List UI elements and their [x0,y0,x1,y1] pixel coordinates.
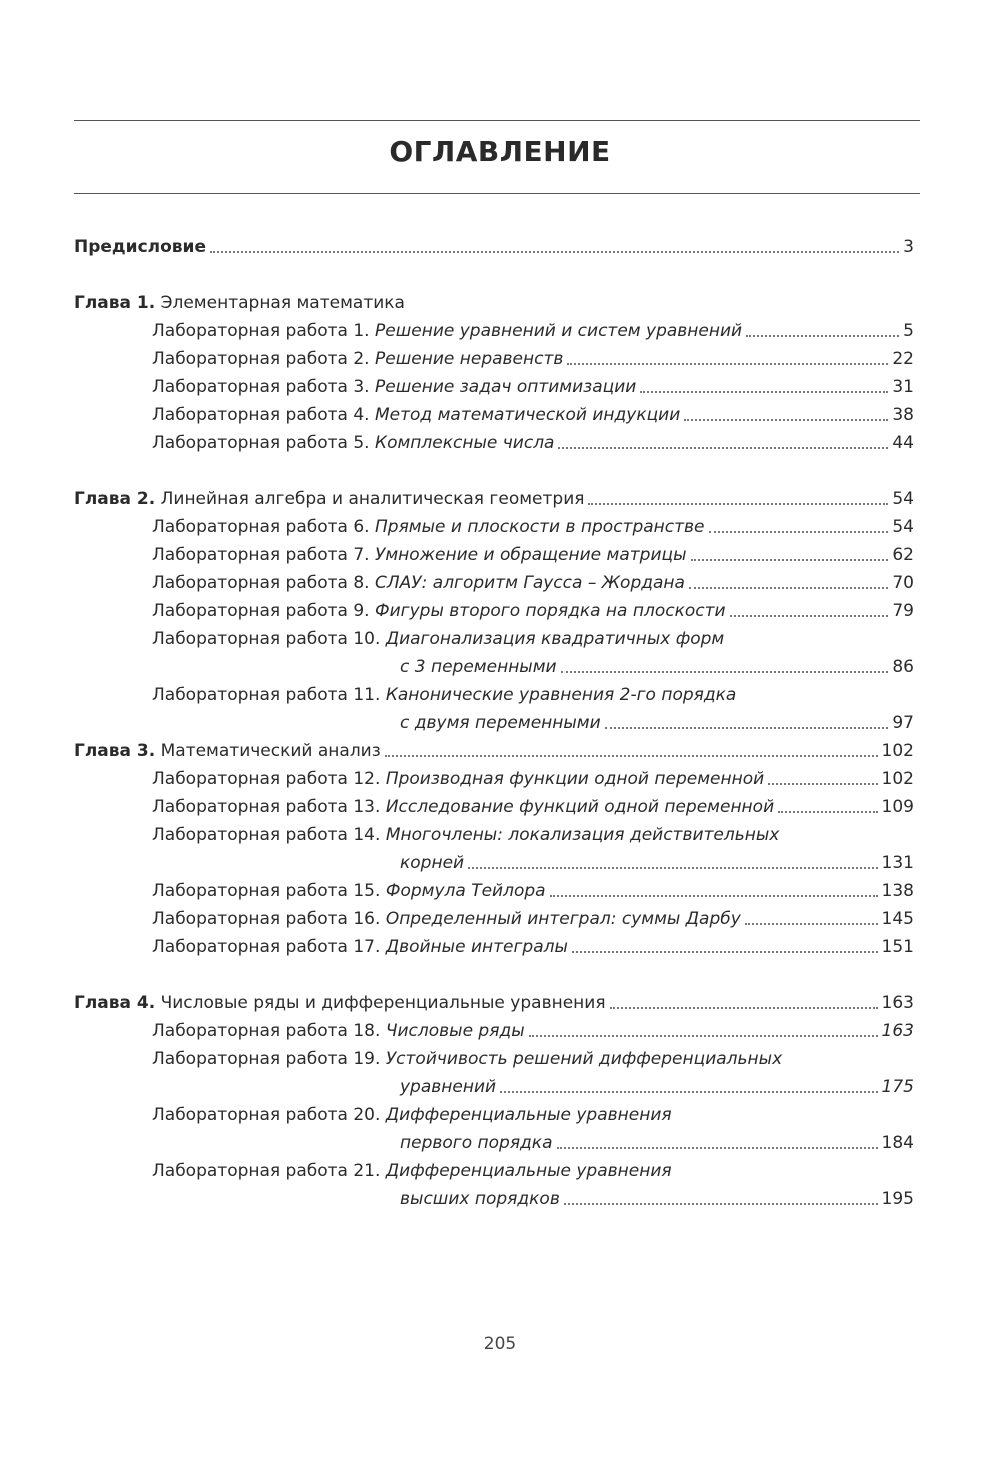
toc-lab-19-continued[interactable] [400,1072,914,1098]
page-title: ОГЛАВЛЕНИЕ [389,135,611,168]
dot-leader [210,251,899,253]
lab-label: Лабораторная работа 13. [152,797,381,817]
lab-title: Решение неравенств [375,349,564,369]
dot-leader [550,895,878,897]
dot-leader [768,783,877,785]
lab-title-continued: корней [400,853,465,873]
lab-label: Лабораторная работа 5. [152,433,370,453]
page-ref: 44 [892,433,914,453]
dot-leader [564,1203,878,1205]
lab-title: Числовые ряды [385,1021,525,1041]
toc-lab-13[interactable] [152,792,914,818]
page-ref: 22 [892,349,914,369]
dot-leader [468,867,877,869]
title-rule [74,193,920,194]
lab-title-continued: с двумя переменными [400,713,601,733]
dot-leader [746,335,899,337]
lab-title: Многочлены: локализация действительных [385,825,780,845]
page-ref: 62 [892,545,914,565]
lab-title: Решение уравнений и систем уравнений [375,321,743,341]
chapter-title: Линейная алгебра и аналитическая геометрия [160,489,585,509]
toc-lab-6[interactable] [152,512,914,538]
page-ref: 109 [881,797,914,817]
dot-leader [730,615,889,617]
page-ref: 3 [903,237,914,257]
top-rule [74,120,920,121]
lab-title: Метод математической индукции [375,405,681,425]
chapter-title: Числовые ряды и дифференциальные уравнения [160,993,606,1013]
page-ref: 184 [881,1133,914,1153]
chapter-number: Глава 4. [74,993,156,1013]
toc-lab-3[interactable] [152,372,914,398]
dot-leader [567,363,888,365]
lab-title: Дифференциальные уравнения [385,1161,672,1181]
lab-label: Лабораторная работа 21. [152,1161,381,1181]
toc-lab-1[interactable] [152,316,914,342]
toc-lab-5[interactable] [152,428,914,454]
toc-lab-8[interactable] [152,568,914,594]
toc-lab-4[interactable] [152,400,914,426]
page-ref: 145 [881,909,914,929]
chapter-title: Элементарная математика [160,293,405,313]
page-ref: 54 [892,517,914,537]
lab-label: Лабораторная работа 10. [152,629,381,649]
dot-leader [689,587,888,589]
lab-label: Лабораторная работа 1. [152,321,370,341]
page-ref: 5 [903,321,914,341]
dot-leader [588,503,888,505]
chapter-number: Глава 3. [74,741,156,761]
lab-label: Лабораторная работа 11. [152,685,381,705]
toc-lab-11-continued[interactable] [400,708,914,734]
dot-leader [561,671,889,673]
toc-lab-10[interactable] [152,624,914,650]
lab-title: Производная функции одной переменной [385,769,765,789]
toc-lab-7[interactable] [152,540,914,566]
lab-label: Лабораторная работа 6. [152,517,370,537]
page-ref: 102 [881,769,914,789]
toc-lab-9[interactable] [152,596,914,622]
lab-title: Исследование функций одной переменной [385,797,775,817]
lab-title: Дифференциальные уравнения [385,1105,672,1125]
toc-lab-19[interactable] [152,1044,914,1070]
chapter-number: Глава 1. [74,293,156,313]
lab-label: Лабораторная работа 9. [152,601,370,621]
toc-chapter-2[interactable] [74,484,914,510]
lab-title: Определенный интеграл: суммы Дарбу [385,909,741,929]
lab-title: Умножение и обращение матрицы [375,545,687,565]
lab-title: Двойные интегралы [385,937,568,957]
page-ref: 163 [881,993,914,1013]
dot-leader [610,1007,878,1009]
toc-lab-20-continued[interactable] [400,1128,914,1154]
page-ref: 131 [881,853,914,873]
lab-label: Лабораторная работа 19. [152,1049,381,1069]
toc-chapter-4[interactable] [74,988,914,1014]
toc-lab-11[interactable] [152,680,914,706]
toc-lab-20[interactable] [152,1100,914,1126]
dot-leader [691,559,889,561]
toc-lab-17[interactable] [152,932,914,958]
lab-title-continued: высших порядков [400,1189,560,1209]
page-ref: 102 [881,741,914,761]
lab-label: Лабораторная работа 18. [152,1021,381,1041]
dot-leader [640,391,888,393]
dot-leader [778,811,877,813]
toc-lab-18[interactable] [152,1016,914,1042]
lab-label: Лабораторная работа 16. [152,909,381,929]
page-ref: 31 [892,377,914,397]
page-number: 205 [483,1334,517,1354]
dot-leader [684,419,888,421]
page-ref: 54 [892,489,914,509]
lab-title-continued: первого порядка [400,1133,553,1153]
lab-title: Комплексные числа [375,433,555,453]
toc-lab-14-continued[interactable] [400,848,914,874]
lab-label: Лабораторная работа 12. [152,769,381,789]
page-ref: 86 [892,657,914,677]
lab-title: Решение задач оптимизации [375,377,637,397]
lab-title: Диагонализация квадратичных форм [385,629,725,649]
dot-leader [385,755,878,757]
toc-lab-21[interactable] [152,1156,914,1182]
dot-leader [605,727,889,729]
dot-leader [745,923,878,925]
page-ref: 79 [892,601,914,621]
dot-leader [529,1035,878,1037]
lab-label: Лабораторная работа 2. [152,349,370,369]
lab-title: Формула Тейлора [385,881,546,901]
page-ref: 38 [892,405,914,425]
lab-label: Лабораторная работа 3. [152,377,370,397]
lab-label: Лабораторная работа 15. [152,881,381,901]
chapter-number: Глава 2. [74,489,156,509]
dot-leader [572,951,878,953]
lab-label: Лабораторная работа 20. [152,1105,381,1125]
toc-entry-preface[interactable] [74,232,914,258]
page-ref: 195 [881,1189,914,1209]
dot-leader [558,447,888,449]
page-ref: 151 [881,937,914,957]
lab-label: Лабораторная работа 14. [152,825,381,845]
lab-title: Фигуры второго порядка на плоскости [375,601,726,621]
lab-title: Канонические уравнения 2-го порядка [385,685,737,705]
lab-label: Лабораторная работа 8. [152,573,370,593]
lab-title: Устойчивость решений дифференциальных [385,1049,783,1069]
lab-label: Лабораторная работа 7. [152,545,370,565]
dot-leader [557,1147,878,1149]
toc-chapter-1[interactable] [74,288,914,314]
lab-title-continued: уравнений [400,1077,497,1097]
page-ref: 97 [892,713,914,733]
toc-lab-21-continued[interactable] [400,1184,914,1210]
toc-chapter-3[interactable] [74,736,914,762]
lab-title: Прямые и плоскости в пространстве [375,517,705,537]
page-ref: 138 [881,881,914,901]
page-ref: 163 [881,1021,914,1041]
toc-lab-12[interactable] [152,764,914,790]
toc-lab-15[interactable] [152,876,914,902]
toc-lab-16[interactable] [152,904,914,930]
dot-leader [709,531,889,533]
toc-lab-2[interactable] [152,344,914,370]
chapter-title: Математический анализ [160,741,381,761]
lab-label: Лабораторная работа 17. [152,937,381,957]
dot-leader [500,1091,877,1093]
page-ref: 70 [892,573,914,593]
toc-lab-10-continued[interactable] [400,652,914,678]
lab-label: Лабораторная работа 4. [152,405,370,425]
page-ref: 175 [881,1077,914,1097]
preface-label: Предисловие [74,237,206,257]
toc-lab-14[interactable] [152,820,914,846]
lab-title-continued: с 3 переменными [400,657,557,677]
lab-title: СЛАУ: алгоритм Гаусса – Жордана [375,573,685,593]
